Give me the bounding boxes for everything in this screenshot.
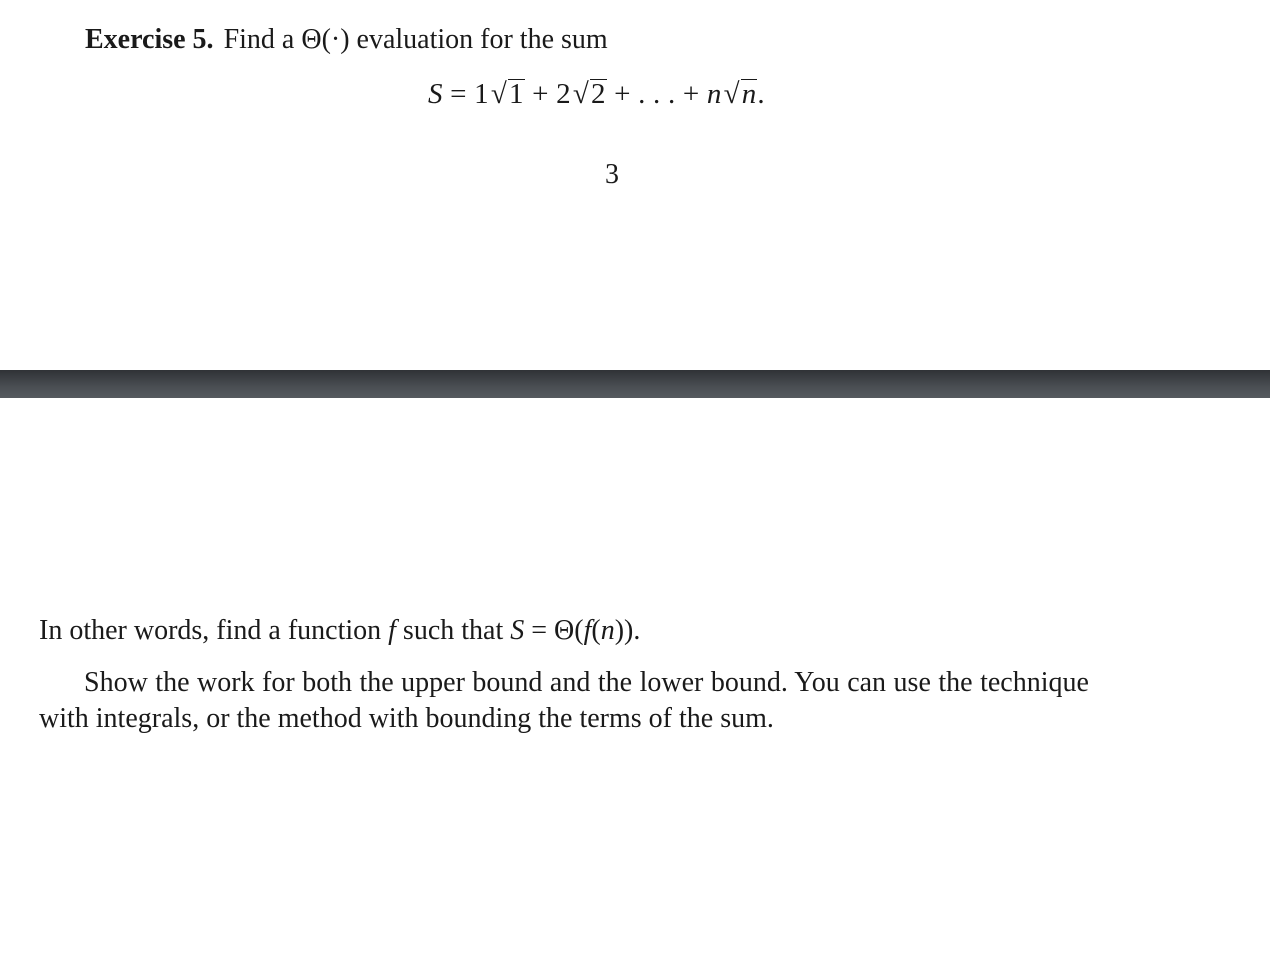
eq-plus: + xyxy=(524,78,557,110)
para1-text-b: such that xyxy=(395,615,511,646)
eq-term2-coef: 2 xyxy=(556,78,571,110)
exercise-prompt: Find a Θ(·) evaluation for the sum xyxy=(223,24,608,55)
radical-sign-icon: √ xyxy=(490,78,507,110)
para1-text-c: = Θ( xyxy=(524,615,584,646)
radical-sign-icon: √ xyxy=(723,78,740,110)
page-top xyxy=(0,0,1270,370)
sqrt-2 xyxy=(571,76,607,112)
paragraph-instructions xyxy=(39,665,1199,737)
sum-equation xyxy=(428,76,765,112)
para1-var-f: f xyxy=(388,615,396,646)
para1-var-f2: f xyxy=(583,615,592,646)
eq-termn-coef: n xyxy=(706,78,722,110)
eq-term1-coef: 1 xyxy=(474,78,489,110)
para2-line1: Show the work for both the upper bound and the lower bound. You can use the technique xyxy=(84,667,1089,698)
eq-termn-radicand: n xyxy=(741,78,757,110)
eq-dots: + . . . + xyxy=(606,78,707,110)
para1-var-s: S xyxy=(510,615,525,646)
sqrt-n xyxy=(722,76,758,112)
eq-end: . xyxy=(757,78,765,110)
para1-text-e: )). xyxy=(614,615,641,646)
radical-sign-icon: √ xyxy=(572,78,589,110)
sqrt-1 xyxy=(489,76,525,112)
eq-term1-radicand: 1 xyxy=(509,78,524,110)
paragraph-restatement xyxy=(39,613,640,649)
eq-term2-radicand: 2 xyxy=(591,78,606,110)
para1-text-a: In other words, find a function xyxy=(39,615,389,646)
para2-line2: with integrals, or the method with bounding the terms of the sum. xyxy=(39,703,774,734)
para1-var-n: n xyxy=(600,615,615,646)
page-separator xyxy=(0,370,1270,398)
exercise-label: Exercise 5. xyxy=(85,24,214,55)
page-number: 3 xyxy=(605,159,619,190)
exercise-heading xyxy=(85,22,608,58)
para1-text-d: ( xyxy=(591,615,601,646)
eq-lhs: S xyxy=(428,78,443,110)
eq-equals: = xyxy=(442,78,475,110)
